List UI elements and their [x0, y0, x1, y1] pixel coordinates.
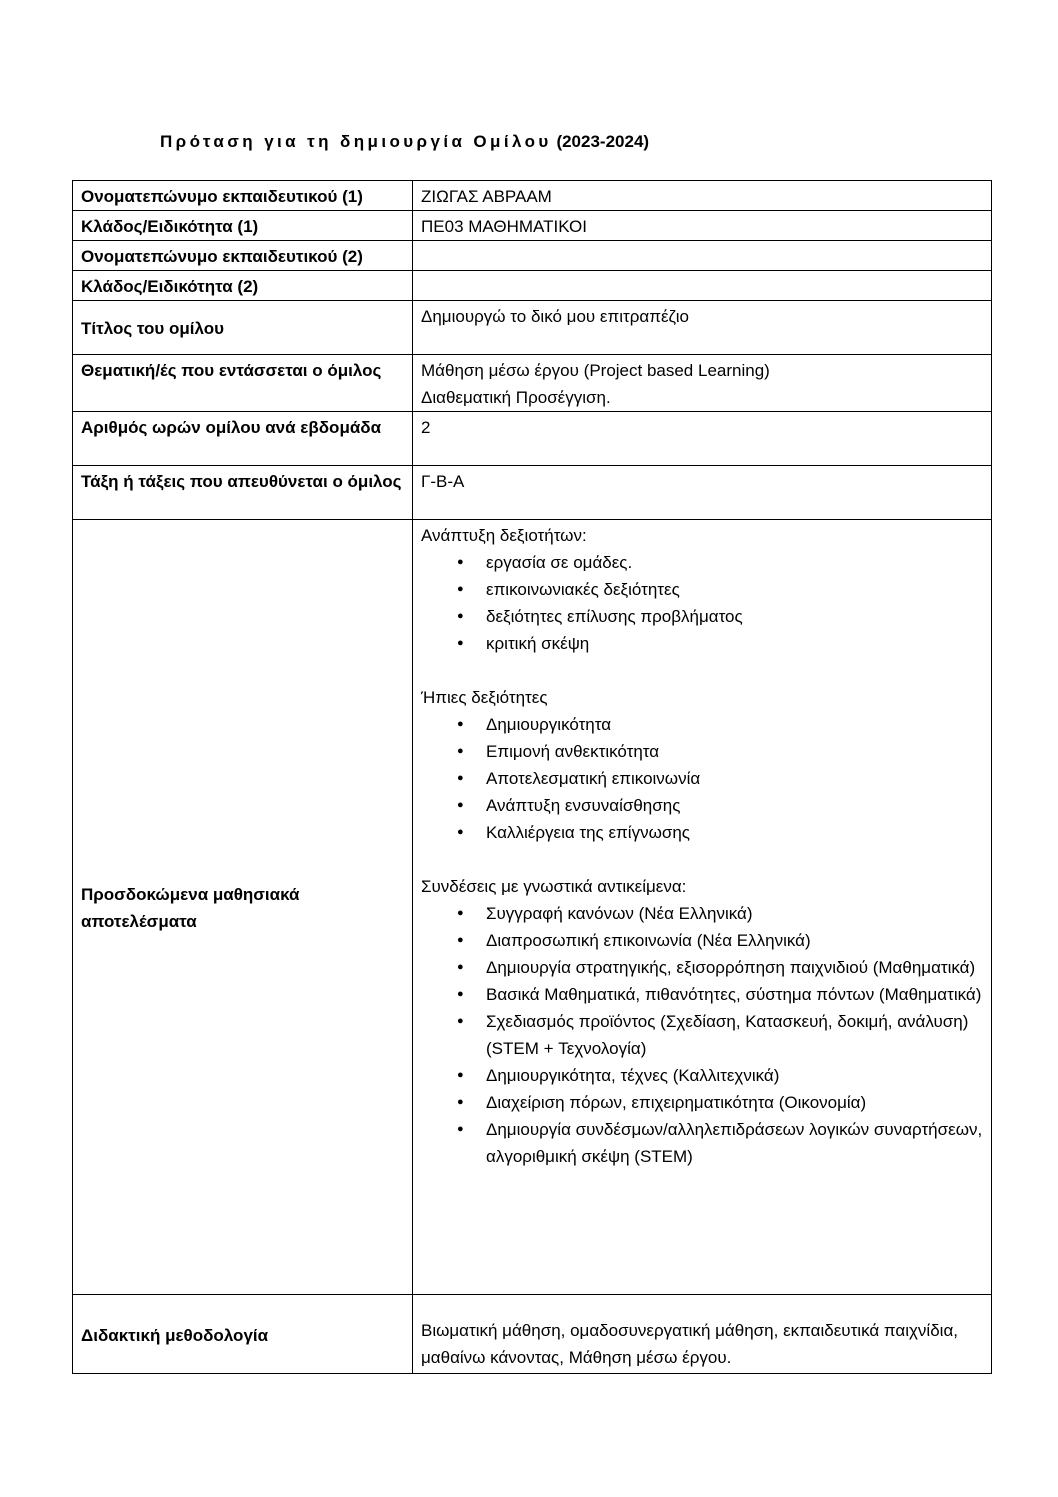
- list-item: ● Δημιουργία συνδέσμων/αλληλεπιδράσεων λογικών συναρτήσεων, αλγοριθμική σκέψη (STEM): [421, 1116, 983, 1170]
- table-row: [73, 301, 992, 355]
- list-item: ● κριτική σκέψη: [421, 630, 983, 657]
- hours-value: 2: [413, 412, 992, 466]
- skills-heading: Ανάπτυξη δεξιοτήτων:: [421, 526, 587, 545]
- list-item: ● Βασικά Μαθηματικά, πιθανότητες, σύστημα πόντων (Μαθηματικά): [421, 981, 983, 1008]
- table-row: [73, 466, 992, 520]
- specialty2-label: Κλάδος/Ειδικότητα (2): [73, 271, 413, 301]
- list-item: ● Αποτελεσματική επικοινωνία: [421, 765, 983, 792]
- list-item: ● Δημιουργικότητα: [421, 711, 983, 738]
- list-item: ● Διαχείριση πόρων, επιχειρηματικότητα (Οικονομία): [421, 1089, 983, 1116]
- list-item: ● Συγγραφή κανόνων (Νέα Ελληνικά): [421, 900, 983, 927]
- teacher1-value: ΖΙΩΓΑΣ ΑΒΡΑΑΜ: [413, 181, 992, 211]
- club-title-label: Τίτλος του ομίλου: [73, 301, 413, 355]
- list-item: ● επικοινωνιακές δεξιότητες: [421, 576, 983, 603]
- club-proposal-table: [72, 180, 992, 1374]
- page-title-text: Πρόταση για τη δημιουργία Ομίλου: [160, 132, 552, 151]
- list-item: ● Ανάπτυξη ενσυναίσθησης: [421, 792, 983, 819]
- hours-label: Αριθμός ωρών ομίλου ανά εβδομάδα: [73, 412, 413, 466]
- table-row: [73, 271, 992, 301]
- list-item: ● Καλλιέργεια της επίγνωσης: [421, 819, 983, 846]
- teacher2-label: Ονοματεπώνυμο εκπαιδευτικού (2): [73, 241, 413, 271]
- spacer: [421, 846, 983, 873]
- specialty2-value: [413, 271, 992, 301]
- classes-value: Γ-Β-Α: [413, 466, 992, 520]
- teacher2-value: [413, 241, 992, 271]
- soft-skills-list: [421, 711, 983, 846]
- subject-links-heading: Συνδέσεις με γνωστικά αντικείμενα:: [421, 877, 687, 896]
- specialty1-value: ΠΕ03 ΜΑΘΗΜΑΤΙΚΟΙ: [413, 211, 992, 241]
- outcomes-value: [413, 520, 992, 1295]
- subject-links-list: [421, 900, 983, 1170]
- club-title-value: Δημιουργώ το δικό μου επιτραπέζιο: [413, 301, 992, 355]
- classes-label: Τάξη ή τάξεις που απευθύνεται ο όμιλος: [73, 466, 413, 520]
- list-item: ● Δημιουργικότητα, τέχνες (Καλλιτεχνικά): [421, 1062, 983, 1089]
- table-row: [73, 1295, 992, 1374]
- table-row: [73, 412, 992, 466]
- table-row: [73, 520, 992, 1295]
- methodology-label: Διδακτική μεθοδολογία: [73, 1295, 413, 1374]
- page-title-year: (2023-2024): [556, 132, 650, 151]
- themes-value: [413, 355, 992, 412]
- list-item: ● εργασία σε ομάδες.: [421, 549, 983, 576]
- outcomes-label: Προσδοκώμενα μαθησιακά αποτελέσματα: [73, 520, 413, 1295]
- table-row: [73, 181, 992, 211]
- themes-value-line: Διαθεματική Προσέγγιση.: [421, 388, 611, 407]
- themes-label: Θεματική/ές που εντάσσεται ο όμιλος: [73, 355, 413, 412]
- table-row: [73, 241, 992, 271]
- specialty1-label: Κλάδος/Ειδικότητα (1): [73, 211, 413, 241]
- themes-value-line: Μάθηση μέσω έργου (Project based Learning): [421, 361, 770, 380]
- soft-skills-heading: Ήπιες δεξιότητες: [421, 688, 548, 707]
- skills-list: [421, 549, 983, 657]
- list-item: ● δεξιότητες επίλυσης προβλήματος: [421, 603, 983, 630]
- list-item: ● Επιμονή ανθεκτικότητα: [421, 738, 983, 765]
- list-item: ● Σχεδιασμός προϊόντος (Σχεδίαση, Κατασκευή, δοκιμή, ανάλυση) (STEM + Τεχνολογία): [421, 1008, 983, 1062]
- table-row: [73, 211, 992, 241]
- spacer: [421, 657, 983, 684]
- methodology-value: Βιωματική μάθηση, ομαδοσυνεργατική μάθηση, εκπαιδευτικά παιχνίδια, μαθαίνω κάνοντας, Μάθηση μέσω έργου.: [413, 1295, 992, 1374]
- teacher1-label: Ονοματεπώνυμο εκπαιδευτικού (1): [73, 181, 413, 211]
- page-title: [160, 132, 649, 152]
- list-item: ● Δημιουργία στρατηγικής, εξισορρόπηση παιχνιδιού (Μαθηματικά): [421, 954, 983, 981]
- table-row: [73, 355, 992, 412]
- list-item: ● Διαπροσωπική επικοινωνία (Νέα Ελληνικά): [421, 927, 983, 954]
